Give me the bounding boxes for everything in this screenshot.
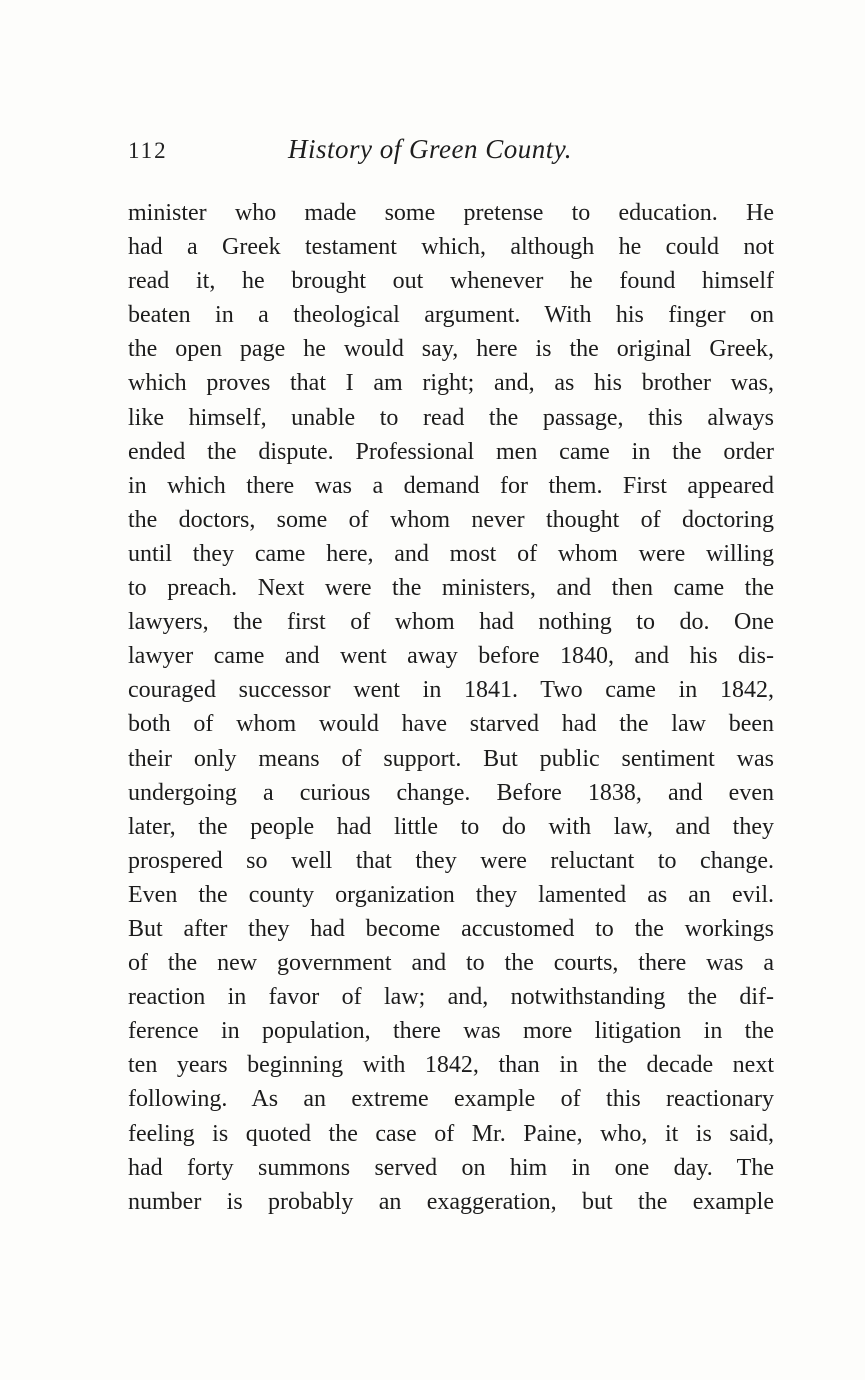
text-line: reaction in favor of law; and, notwithstanding the dif-	[128, 984, 774, 1011]
text-line: prospered so well that they were reluctant to change.	[128, 847, 774, 874]
text-line: following. As an extreme example of this reactionary	[128, 1086, 774, 1113]
text-line: their only means of support. But public sentiment was	[128, 745, 774, 772]
text-line: both of whom would have starved had the law been	[128, 711, 774, 738]
text-line: number is probably an exaggeration, but the example	[128, 1188, 774, 1215]
text-line: couraged successor went in 1841. Two came in 1842,	[128, 677, 774, 704]
running-head	[128, 134, 773, 174]
text-line: to preach. Next were the ministers, and then came the	[128, 575, 774, 602]
text-line: minister who made some pretense to education. He	[128, 200, 774, 226]
text-line: later, the people had little to do with law, and they	[128, 813, 774, 840]
text-line: lawyers, the first of whom had nothing to do. One	[128, 609, 774, 636]
text-line: which proves that I am right; and, as his brother was,	[128, 370, 774, 397]
text-line: had forty summons served on him in one day. The	[128, 1154, 774, 1181]
text-line: undergoing a curious change. Before 1838, and even	[128, 779, 774, 806]
text-line: beaten in a theological argument. With his finger on	[128, 302, 774, 329]
text-line: had a Greek testament which, although he could not	[128, 234, 774, 261]
text-line: of the new government and to the courts, there was a	[128, 950, 774, 977]
text-line: ended the dispute. Professional men came in the order	[128, 438, 774, 465]
text-line: But after they had become accustomed to the workings	[128, 915, 774, 942]
text-line: Even the county organization they lamented as an evil.	[128, 881, 774, 908]
text-line: ference in population, there was more litigation in the	[128, 1018, 774, 1045]
page-number: 112	[128, 138, 168, 163]
text-line: the open page he would say, here is the original Greek,	[128, 336, 774, 363]
text-line: the doctors, some of whom never thought of doctoring	[128, 506, 774, 533]
text-line: in which there was a demand for them. First appeared	[128, 472, 774, 499]
text-line: lawyer came and went away before 1840, and his dis-	[128, 643, 774, 670]
text-line: read it, he brought out whenever he found himself	[128, 268, 774, 295]
running-title: History of Green County.	[288, 134, 572, 164]
text-line: feeling is quoted the case of Mr. Paine, who, it is said,	[128, 1120, 774, 1147]
text-line: like himself, unable to read the passage, this always	[128, 404, 774, 431]
text-line: ten years beginning with 1842, than in the decade next	[128, 1052, 774, 1079]
text-line: until they came here, and most of whom were willing	[128, 540, 774, 567]
body-text	[128, 196, 774, 1219]
